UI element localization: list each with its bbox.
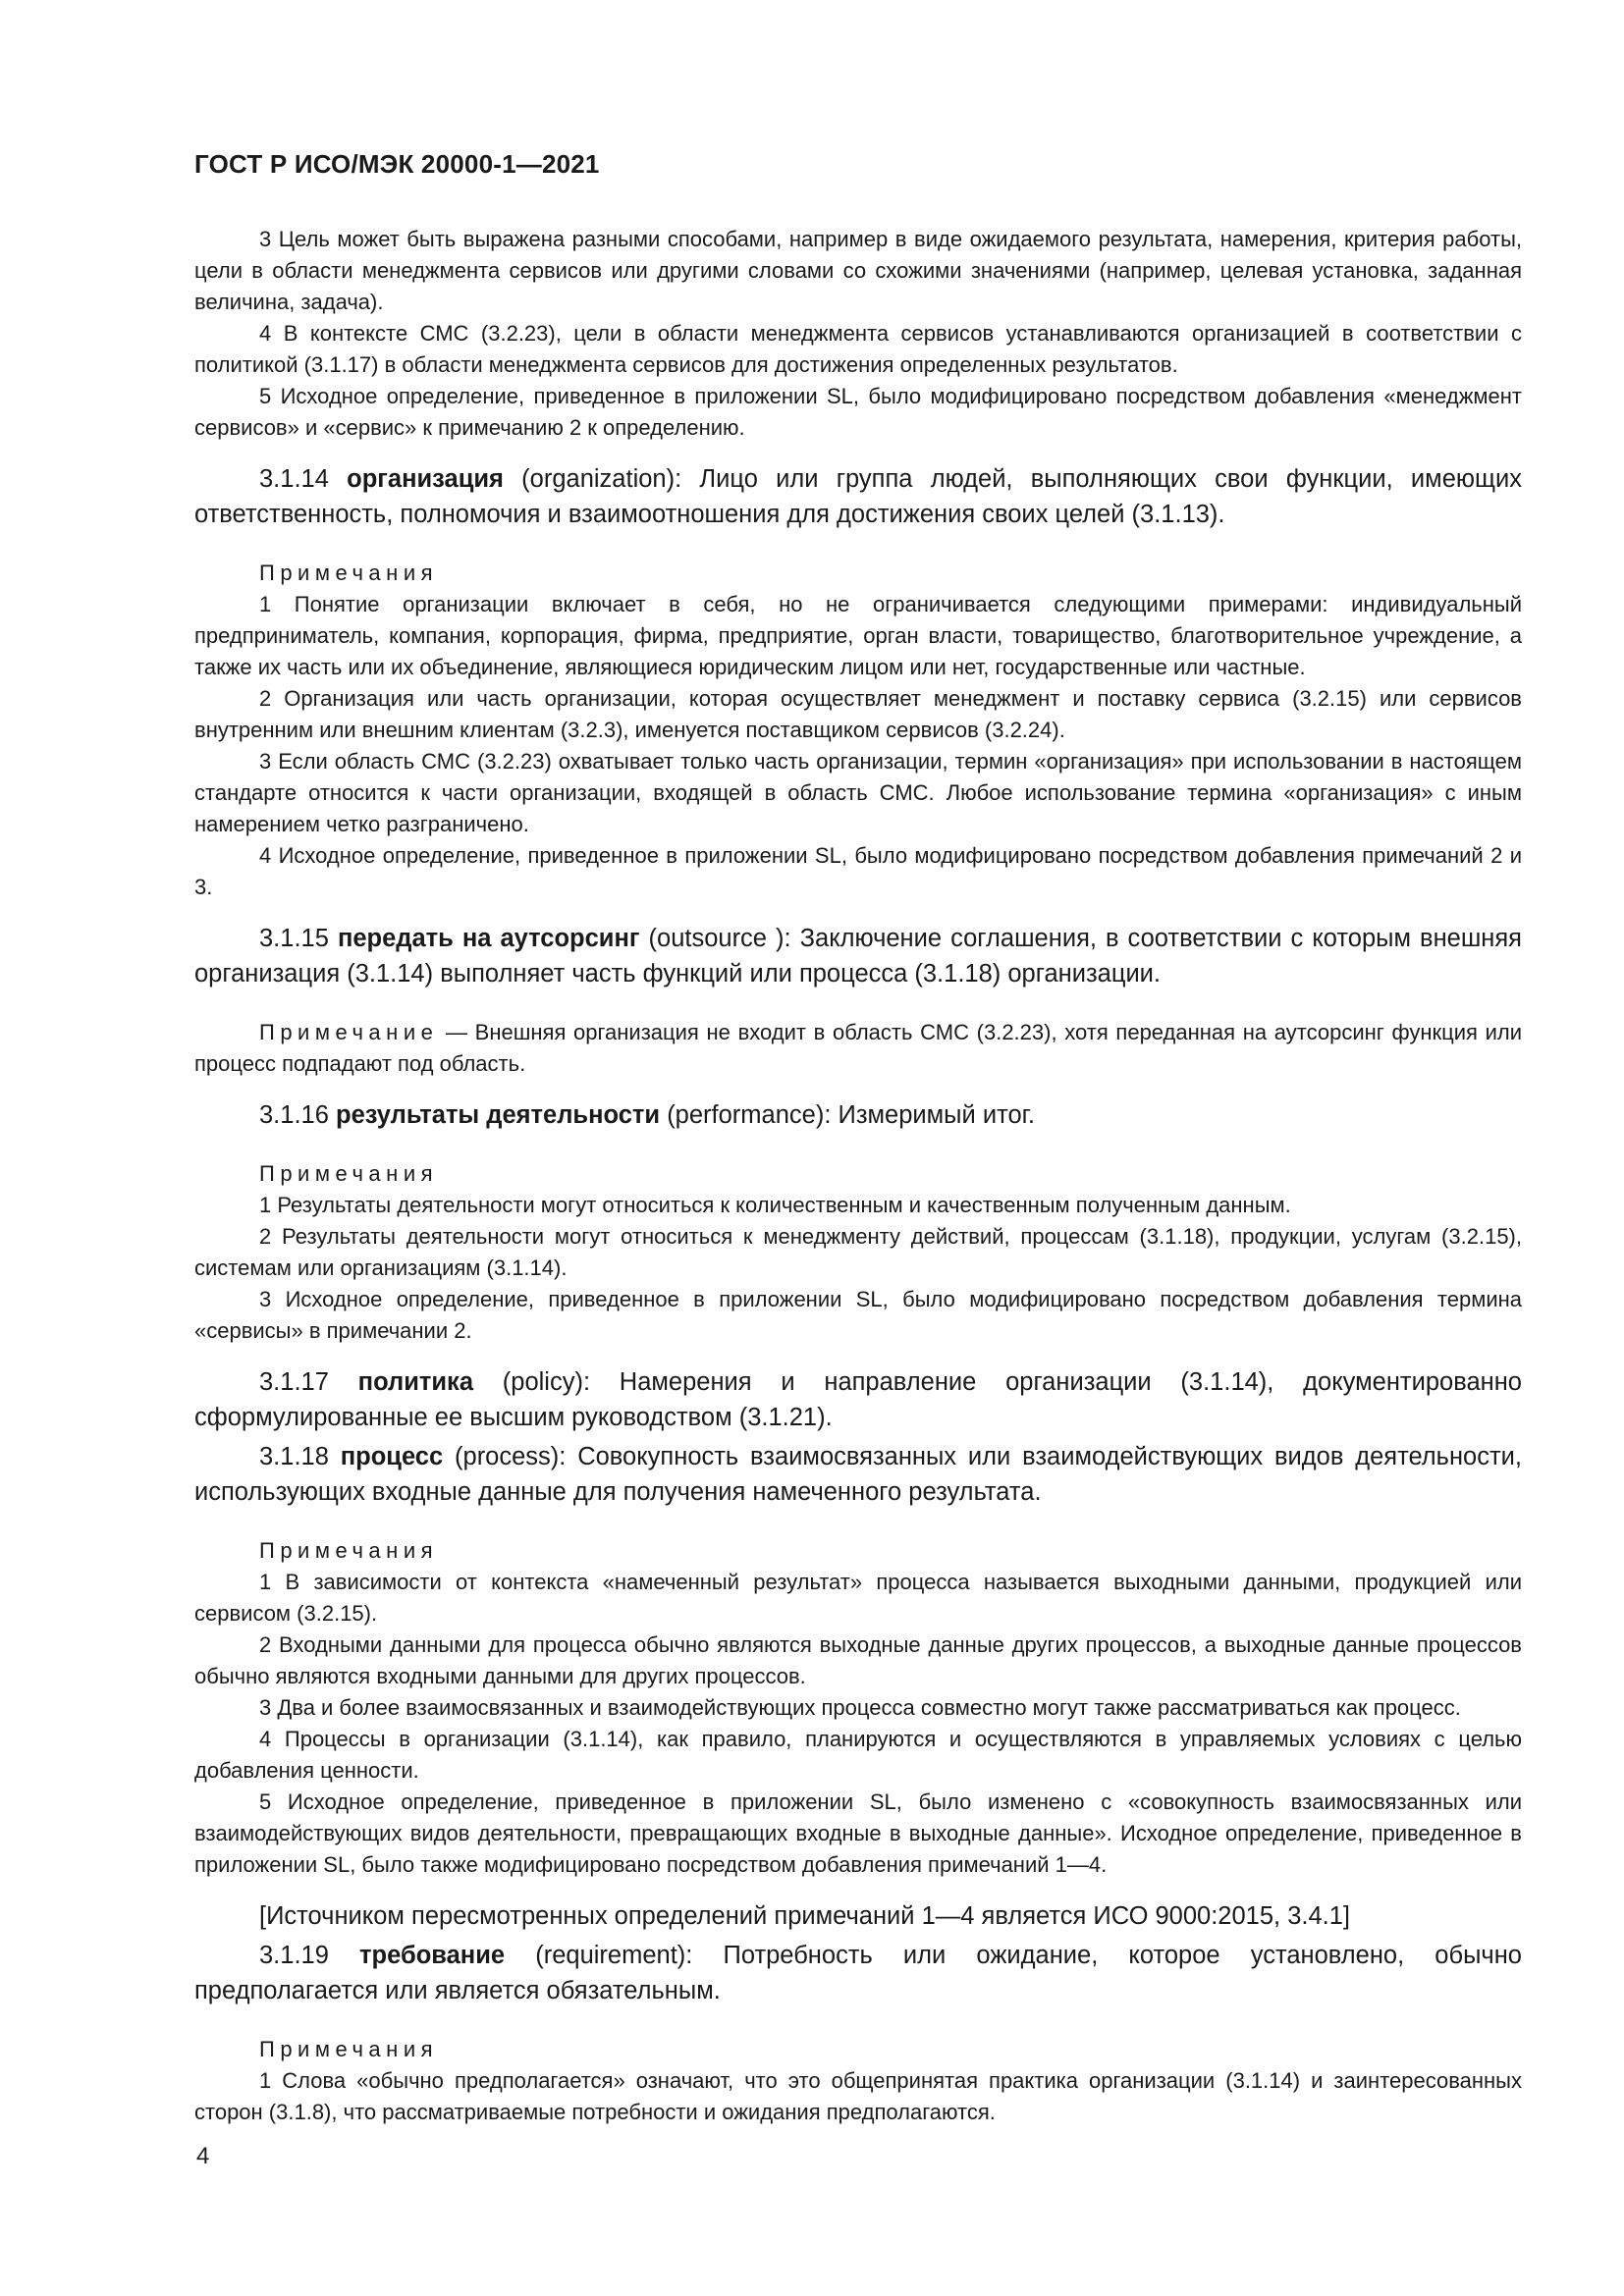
term-3-1-16 xyxy=(194,1097,1522,1133)
page-number: 4 xyxy=(196,2143,210,2169)
term-number: 3.1.18 xyxy=(259,1443,329,1470)
note-paragraph: 3 Исходное определение, приведенное в приложении SL, было модифицировано посредством добавления термина «сервисы» в примечании 2. xyxy=(194,1287,1522,1343)
note-paragraph: 1 В зависимости от контекста «намеченный результат» процесса называется выходными данными, продукцией или сервисом (3.2.15). xyxy=(194,1570,1522,1626)
term-definition: (performance): Измеримый итог. xyxy=(667,1101,1035,1129)
term-3-1-17 xyxy=(194,1364,1522,1435)
term-definition: (requirement): Потребность или ожидание, которое установлено, обычно предполагается или является обязательным. xyxy=(194,1942,1522,2004)
note-paragraph: 1 Слова «обычно предполагается» означают, что это общепринятая практика организации (3.1.14) и заинтересованных сторон (3.1.8), что рассматриваемые потребности и ожидания предполагаются. xyxy=(194,2068,1522,2124)
term-name: требование xyxy=(359,1942,506,1969)
term-definition: (organization): Лицо или группа людей, выполняющих свои функции, имеющих ответственность, полномочия и взаимоотношения для достижения своих целей (3.1.13). xyxy=(194,465,1522,528)
notes-heading: Примечания xyxy=(259,2037,439,2061)
document-header: ГОСТ Р ИСО/МЭК 20000-1—2021 xyxy=(194,149,600,179)
term-number: 3.1.19 xyxy=(259,1942,329,1969)
term-3-1-15 xyxy=(194,921,1522,991)
term-number: 3.1.14 xyxy=(259,465,329,493)
term-name: организация xyxy=(347,465,504,493)
term-definition: (process): Совокупность взаимосвязанных или взаимодействующих видов деятельности, использующих входные данные для получения намеченного результата. xyxy=(194,1443,1522,1506)
term-name: результаты деятельности xyxy=(336,1101,661,1129)
note-label: Примечание xyxy=(259,1020,439,1044)
note-paragraph: 3 Цель может быть выражена разными способами, например в виде ожидаемого результата, намерения, критерия работы, цели в области менеджмента сервисов или другими словами со схожими значениями (например, целевая установка, заданная величина, задача). xyxy=(194,227,1522,314)
note-paragraph: 2 Результаты деятельности могут относиться к менеджменту действий, процессам (3.1.18), продукции, услугам (3.2.15), системам или организациям (3.1.14). xyxy=(194,1224,1522,1280)
note-paragraph: 1 Результаты деятельности могут относиться к количественным и качественным полученным данным. xyxy=(259,1193,1291,1217)
term-3-1-19 xyxy=(194,1938,1522,2008)
notes-heading: Примечания xyxy=(259,1161,439,1186)
page-content xyxy=(194,224,1522,2128)
term-number: 3.1.15 xyxy=(259,925,329,952)
term-3-1-18 xyxy=(194,1439,1522,1510)
source-reference: [Источником пересмотренных определений примечаний 1—4 является ИСО 9000:2015, 3.4.1] xyxy=(259,1902,1350,1930)
notes-heading: Примечания xyxy=(259,561,439,585)
term-number: 3.1.16 xyxy=(259,1101,329,1129)
term-name: политика xyxy=(357,1368,473,1396)
term-definition: (policy): Намерения и направление организации (3.1.14), документированно сформулированные ее высшим руководством (3.1.21). xyxy=(194,1368,1522,1431)
note-paragraph: 1 Понятие организации включает в себя, но не ограничивается следующими примерами: индивидуальный предприниматель, компания, корпорация, фирма, предприятие, орган власти, товарищество, благотворительное учреждение, а также их часть или их объединение, являющиеся юридическим лицом или нет, государственные или частные. xyxy=(194,592,1522,679)
term-name: процесс xyxy=(340,1443,444,1470)
note-paragraph: 2 Организация или часть организации, которая осуществляет менеджмент и поставку сервиса (3.2.15) или сервисов внутренним или внешним клиентам (3.2.3), именуется поставщиком сервисов (3.2.24). xyxy=(194,686,1522,742)
note-paragraph: 5 Исходное определение, приведенное в приложении SL, было изменено с «совокупность взаимосвязанных или взаимодействующих видов деятельности, превращающих входные в выходные данные». Исходное определение, приведенное в приложении SL, было также модифицировано посредством добавления примечаний 1—4. xyxy=(194,1789,1522,1877)
term-number: 3.1.17 xyxy=(259,1368,329,1396)
notes-heading: Примечания xyxy=(259,1538,439,1563)
note-paragraph: 4 В контексте СМС (3.2.23), цели в области менеджмента сервисов устанавливаются организацией в соответствии с политикой (3.1.17) в области менеджмента сервисов для достижения определенных результатов. xyxy=(194,321,1522,377)
note-paragraph: 4 Процессы в организации (3.1.14), как правило, планируются и осуществляются в управляемых условиях с целью добавления ценности. xyxy=(194,1727,1522,1783)
note-paragraph: 2 Входными данными для процесса обычно являются выходные данные других процессов, а выходные данные процессов обычно являются входными данными для других процессов. xyxy=(194,1632,1522,1688)
note-paragraph: 3 Два и более взаимосвязанных и взаимодействующих процесса совместно могут также рассматриваться как процесс. xyxy=(259,1695,1461,1720)
note-paragraph: 5 Исходное определение, приведенное в приложении SL, было модифицировано посредством добавления «менеджмент сервисов» и «сервис» к примечанию 2 к определению. xyxy=(194,384,1522,440)
term-definition: (outsource ): Заключение соглашения, в соответствии с которым внешняя организация (3.1.14) выполняет часть функций или процесса (3.1.18) организации. xyxy=(194,925,1522,988)
term-name: передать на аутсорсинг xyxy=(337,925,640,952)
single-note xyxy=(194,1017,1522,1080)
note-paragraph: 4 Исходное определение, приведенное в приложении SL, было модифицировано посредством добавления примечаний 2 и 3. xyxy=(194,843,1522,899)
term-3-1-14 xyxy=(194,461,1522,532)
note-paragraph: 3 Если область СМС (3.2.23) охватывает только часть организации, термин «организация» при использовании в настоящем стандарте относится к части организации, входящей в область СМС. Любое использование термина «организация» с иным намерением четко разграничено. xyxy=(194,749,1522,836)
note-text: — Внешняя организация не входит в область СМС (3.2.23), хотя переданная на аутсорсинг функция или процесс подпадают под область. xyxy=(194,1020,1522,1076)
